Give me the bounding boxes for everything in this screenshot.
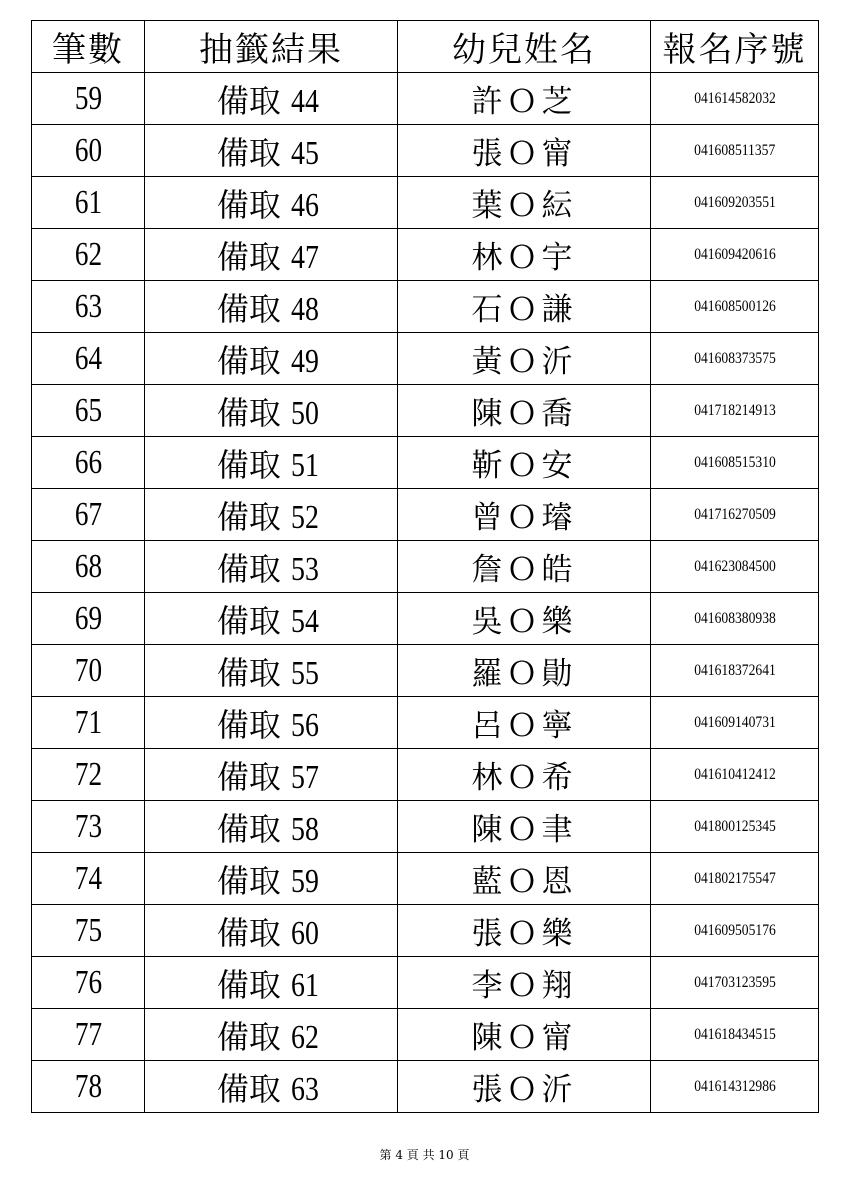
result-number: 47 bbox=[291, 238, 319, 276]
result-number: 60 bbox=[291, 914, 319, 952]
result-number: 54 bbox=[291, 602, 319, 640]
row-number: 76 bbox=[74, 963, 102, 1001]
cell-reg-id bbox=[651, 1009, 819, 1061]
result-number: 51 bbox=[291, 446, 319, 484]
cell-no bbox=[43, 125, 133, 177]
result-prefix: 備取 bbox=[216, 445, 281, 484]
row-number: 66 bbox=[74, 443, 102, 481]
cell-child-name: 藍Ｏ恩 bbox=[398, 853, 651, 905]
result-number: 52 bbox=[291, 498, 319, 536]
lottery-results-table bbox=[31, 20, 819, 1113]
row-number: 75 bbox=[74, 911, 102, 949]
cell-reg-id bbox=[651, 749, 819, 801]
result-prefix: 備取 bbox=[216, 81, 281, 120]
table-row bbox=[32, 905, 819, 957]
cell-no bbox=[43, 593, 133, 645]
cell-child-name: 靳Ｏ安 bbox=[398, 437, 651, 489]
reg-id-value: 041608515310 bbox=[693, 453, 776, 471]
table-row bbox=[32, 749, 819, 801]
cell-result bbox=[145, 957, 398, 1009]
table-row bbox=[32, 645, 819, 697]
reg-id-value: 041718214913 bbox=[693, 401, 776, 419]
row-number: 68 bbox=[74, 547, 102, 585]
cell-child-name: 曾Ｏ璿 bbox=[398, 489, 651, 541]
cell-result bbox=[145, 593, 398, 645]
cell-child-name: 石Ｏ謙 bbox=[398, 281, 651, 333]
result-prefix: 備取 bbox=[216, 809, 281, 848]
reg-id-value: 041800125345 bbox=[693, 817, 776, 835]
result-number: 45 bbox=[291, 134, 319, 172]
row-number: 63 bbox=[74, 287, 102, 325]
table-row bbox=[32, 957, 819, 1009]
cell-reg-id bbox=[651, 541, 819, 593]
table-row bbox=[32, 73, 819, 125]
cell-reg-id bbox=[651, 1061, 819, 1113]
cell-child-name: 張Ｏ甯 bbox=[398, 125, 651, 177]
reg-id-value: 041614582032 bbox=[693, 89, 776, 107]
reg-id-value: 041614312986 bbox=[693, 1077, 776, 1095]
result-number: 46 bbox=[291, 186, 319, 224]
reg-id-value: 041608373575 bbox=[693, 349, 776, 367]
cell-child-name: 許Ｏ芝 bbox=[398, 73, 651, 125]
header-result: 抽籤結果 bbox=[145, 21, 398, 73]
reg-id-value: 041608511357 bbox=[693, 141, 776, 159]
cell-child-name: 陳Ｏ聿 bbox=[398, 801, 651, 853]
result-prefix: 備取 bbox=[216, 133, 281, 172]
cell-no bbox=[43, 489, 133, 541]
result-prefix: 備取 bbox=[216, 393, 281, 432]
row-number: 64 bbox=[74, 339, 102, 377]
reg-id-value: 041623084500 bbox=[693, 557, 776, 575]
cell-reg-id bbox=[651, 697, 819, 749]
row-number: 65 bbox=[74, 391, 102, 429]
reg-id-value: 041618372641 bbox=[693, 661, 776, 679]
row-number: 71 bbox=[74, 703, 102, 741]
cell-child-name: 林Ｏ希 bbox=[398, 749, 651, 801]
cell-reg-id bbox=[651, 333, 819, 385]
cell-result bbox=[145, 749, 398, 801]
cell-reg-id bbox=[651, 73, 819, 125]
reg-id-value: 041703123595 bbox=[693, 973, 776, 991]
result-number: 57 bbox=[291, 758, 319, 796]
cell-result bbox=[145, 333, 398, 385]
row-number: 72 bbox=[74, 755, 102, 793]
cell-reg-id bbox=[651, 281, 819, 333]
cell-reg-id bbox=[651, 801, 819, 853]
cell-result bbox=[145, 73, 398, 125]
cell-no bbox=[43, 749, 133, 801]
header-reg-id: 報名序號 bbox=[651, 21, 819, 73]
row-number: 70 bbox=[74, 651, 102, 689]
cell-result bbox=[145, 281, 398, 333]
row-number: 62 bbox=[74, 235, 102, 273]
cell-no bbox=[43, 1061, 133, 1113]
reg-id-value: 041802175547 bbox=[693, 869, 776, 887]
cell-no bbox=[43, 697, 133, 749]
cell-no bbox=[43, 853, 133, 905]
result-prefix: 備取 bbox=[216, 913, 281, 952]
result-number: 48 bbox=[291, 290, 319, 328]
reg-id-value: 041609420616 bbox=[693, 245, 776, 263]
cell-result bbox=[145, 541, 398, 593]
result-number: 44 bbox=[291, 82, 319, 120]
table-row bbox=[32, 697, 819, 749]
result-number: 50 bbox=[291, 394, 319, 432]
result-prefix: 備取 bbox=[216, 653, 281, 692]
cell-reg-id bbox=[651, 125, 819, 177]
cell-no bbox=[43, 177, 133, 229]
table-body bbox=[32, 73, 819, 1113]
row-number: 78 bbox=[74, 1067, 102, 1105]
reg-id-value: 041716270509 bbox=[693, 505, 776, 523]
reg-id-value: 041609140731 bbox=[693, 713, 776, 731]
row-number: 69 bbox=[74, 599, 102, 637]
row-number: 67 bbox=[74, 495, 102, 533]
result-number: 49 bbox=[291, 342, 319, 380]
table-row bbox=[32, 385, 819, 437]
result-number: 62 bbox=[291, 1018, 319, 1056]
cell-no bbox=[43, 801, 133, 853]
result-number: 59 bbox=[291, 862, 319, 900]
cell-reg-id bbox=[651, 437, 819, 489]
cell-no bbox=[43, 333, 133, 385]
result-number: 56 bbox=[291, 706, 319, 744]
row-number: 60 bbox=[74, 131, 102, 169]
result-prefix: 備取 bbox=[216, 601, 281, 640]
result-prefix: 備取 bbox=[216, 1017, 281, 1056]
result-prefix: 備取 bbox=[216, 705, 281, 744]
table-row bbox=[32, 229, 819, 281]
result-prefix: 備取 bbox=[216, 549, 281, 588]
cell-child-name: 羅Ｏ勛 bbox=[398, 645, 651, 697]
result-prefix: 備取 bbox=[216, 1069, 281, 1108]
cell-result bbox=[145, 437, 398, 489]
cell-child-name: 林Ｏ宇 bbox=[398, 229, 651, 281]
cell-child-name: 詹Ｏ皓 bbox=[398, 541, 651, 593]
cell-child-name: 吳Ｏ樂 bbox=[398, 593, 651, 645]
cell-result bbox=[145, 697, 398, 749]
row-number: 59 bbox=[74, 79, 102, 117]
result-prefix: 備取 bbox=[216, 341, 281, 380]
cell-child-name: 張Ｏ沂 bbox=[398, 1061, 651, 1113]
table-row bbox=[32, 177, 819, 229]
reg-id-value: 041608500126 bbox=[693, 297, 776, 315]
reg-id-value: 041609505176 bbox=[693, 921, 776, 939]
cell-result bbox=[145, 853, 398, 905]
result-number: 58 bbox=[291, 810, 319, 848]
cell-no bbox=[43, 957, 133, 1009]
cell-reg-id bbox=[651, 177, 819, 229]
cell-reg-id bbox=[651, 489, 819, 541]
cell-child-name: 張Ｏ樂 bbox=[398, 905, 651, 957]
cell-child-name: 黃Ｏ沂 bbox=[398, 333, 651, 385]
table-row bbox=[32, 541, 819, 593]
cell-no bbox=[43, 1009, 133, 1061]
table-row bbox=[32, 333, 819, 385]
result-prefix: 備取 bbox=[216, 185, 281, 224]
reg-id-value: 041618434515 bbox=[693, 1025, 776, 1043]
cell-child-name: 葉Ｏ紜 bbox=[398, 177, 651, 229]
table-row bbox=[32, 1009, 819, 1061]
reg-id-value: 041609203551 bbox=[693, 193, 776, 211]
cell-child-name: 呂Ｏ寧 bbox=[398, 697, 651, 749]
result-prefix: 備取 bbox=[216, 965, 281, 1004]
cell-no bbox=[43, 229, 133, 281]
cell-child-name: 陳Ｏ喬 bbox=[398, 385, 651, 437]
result-prefix: 備取 bbox=[216, 861, 281, 900]
result-prefix: 備取 bbox=[216, 289, 281, 328]
header-name: 幼兒姓名 bbox=[398, 21, 651, 73]
cell-result bbox=[145, 645, 398, 697]
result-prefix: 備取 bbox=[216, 237, 281, 276]
row-number: 74 bbox=[74, 859, 102, 897]
result-prefix: 備取 bbox=[216, 497, 281, 536]
table-row bbox=[32, 489, 819, 541]
header-no: 筆數 bbox=[32, 21, 145, 73]
cell-result bbox=[145, 177, 398, 229]
cell-result bbox=[145, 801, 398, 853]
page-footer: 第 4 頁 共 10 頁 bbox=[379, 1148, 470, 1162]
table-row bbox=[32, 281, 819, 333]
cell-no bbox=[43, 541, 133, 593]
cell-child-name: 李Ｏ翔 bbox=[398, 957, 651, 1009]
table-row bbox=[32, 437, 819, 489]
header-row bbox=[32, 21, 819, 73]
cell-no bbox=[43, 281, 133, 333]
table-row bbox=[32, 801, 819, 853]
cell-result bbox=[145, 229, 398, 281]
cell-reg-id bbox=[651, 853, 819, 905]
cell-reg-id bbox=[651, 957, 819, 1009]
cell-result bbox=[145, 385, 398, 437]
result-number: 63 bbox=[291, 1070, 319, 1108]
cell-no bbox=[43, 905, 133, 957]
cell-reg-id bbox=[651, 645, 819, 697]
reg-id-value: 041608380938 bbox=[693, 609, 776, 627]
cell-result bbox=[145, 125, 398, 177]
cell-no bbox=[43, 645, 133, 697]
cell-result bbox=[145, 1061, 398, 1113]
row-number: 77 bbox=[74, 1015, 102, 1053]
cell-result bbox=[145, 905, 398, 957]
result-number: 61 bbox=[291, 966, 319, 1004]
result-prefix: 備取 bbox=[216, 757, 281, 796]
table-row bbox=[32, 593, 819, 645]
cell-reg-id bbox=[651, 593, 819, 645]
table-header bbox=[32, 21, 819, 73]
cell-reg-id bbox=[651, 385, 819, 437]
cell-child-name: 陳Ｏ甯 bbox=[398, 1009, 651, 1061]
cell-no bbox=[43, 437, 133, 489]
result-number: 53 bbox=[291, 550, 319, 588]
table-row bbox=[32, 125, 819, 177]
cell-reg-id bbox=[651, 229, 819, 281]
row-number: 61 bbox=[74, 183, 102, 221]
cell-no bbox=[43, 385, 133, 437]
reg-id-value: 041610412412 bbox=[693, 765, 776, 783]
row-number: 73 bbox=[74, 807, 102, 845]
cell-no bbox=[43, 73, 133, 125]
cell-reg-id bbox=[651, 905, 819, 957]
table-row bbox=[32, 1061, 819, 1113]
table-row bbox=[32, 853, 819, 905]
result-number: 55 bbox=[291, 654, 319, 692]
cell-result bbox=[145, 1009, 398, 1061]
cell-result bbox=[145, 489, 398, 541]
